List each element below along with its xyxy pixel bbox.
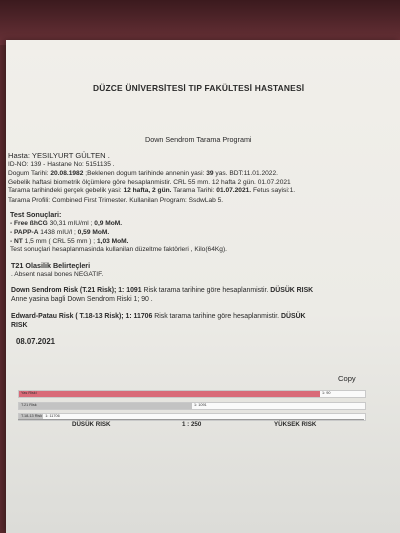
- down-risk-text: Risk tarama tarihine göre hesaplanmistir.: [141, 287, 271, 294]
- papp-a-label: - PAPP-A: [10, 229, 39, 236]
- nt-mom: 1,03 MoM.: [96, 238, 129, 245]
- down-risk-line: [11, 287, 313, 295]
- risk-bar-category: T.18-13 Risk: [21, 414, 43, 418]
- edwards-risk-text: Risk tarama tarihine göre hesaplanmistir.: [152, 313, 282, 320]
- background-fabric: [0, 0, 400, 45]
- cutoff-label: 1 : 250: [182, 421, 202, 428]
- patient-name: Hasta: YESILYURT GÜLTEN .: [8, 151, 110, 160]
- copy-label: Copy: [338, 374, 356, 383]
- gestation-line-1: Gebelik haftasi biometrik ölçümlere göre hesaplanmistir. CRL 55 mm. 12 hafta 2 gün. 01.07.2021: [8, 179, 291, 186]
- free-bhcg-value: 30,31 mIU/ml ;: [47, 220, 95, 227]
- risk-bar-t-21-risk: [18, 402, 366, 410]
- gestation-line-2: [8, 187, 295, 195]
- high-risk-label: YÜKSEK RISK: [274, 421, 317, 428]
- risk-bar-value: 1: 1091: [194, 403, 207, 407]
- papp-a-mom: 0,59 MoM.: [77, 229, 110, 236]
- chart-baseline: [18, 419, 364, 420]
- risk-bar-category: Yas Riski: [21, 391, 37, 395]
- nasal-bone-marker: . Absent nasal bones NEGATIF.: [11, 271, 104, 278]
- maternal-age-risk: Anne yasina bagli Down Sendrom Riski 1; 90 .: [11, 296, 153, 303]
- screening-date: 01.07.2021.: [216, 187, 252, 194]
- edwards-risk-result: DÜSÜK: [281, 313, 306, 320]
- risk-bar-yas-riski: [18, 390, 366, 398]
- age-rest: yas. BDT:11.01.2022.: [213, 170, 278, 177]
- ga-mid: Tarama Tarihi:: [171, 187, 217, 194]
- free-bhcg-label: - Free ßhCG: [10, 220, 48, 227]
- risk-bar-fill: [19, 403, 192, 409]
- fetus-count: Fetus sayisi:1.: [251, 187, 296, 194]
- risk-bar-fill: [19, 391, 320, 397]
- hospital-name: DÜZCE ÜNİVERSİTESİ TIP FAKÜLTESİ HASTANESİ: [93, 83, 305, 93]
- patient-id: ID-NO: 139 - Hastane No: 5151135 .: [8, 161, 115, 168]
- birth-date-line: [8, 170, 278, 178]
- t21-heading: T21 Olasilik Belirteçleri: [11, 261, 91, 270]
- ga-weeks: 12 hafta, 2 gün.: [123, 187, 172, 194]
- free-bhcg-mom: 0,9 MoM.: [94, 220, 123, 227]
- edwards-risk-line: [11, 313, 306, 321]
- correction-factors: Test sonuçlari hesaplanmasinda kullanilan düzeltme faktörleri , Kilo(64Kg).: [10, 246, 227, 253]
- dob-rest: ;Beklenen dogum tarihinde annenin yasi:: [83, 170, 207, 177]
- papp-a-value: 1438 mIU/l ;: [38, 229, 78, 236]
- risk-bar-value: 1: 90: [322, 391, 331, 395]
- report-page: [6, 40, 400, 533]
- edwards-risk-label: Edward-Patau Risk ( T.18-13 Risk); 1: 11706: [11, 313, 153, 320]
- down-risk-result: DÜSÜK RISK: [270, 287, 314, 294]
- dob-value: 20.08.1982: [50, 170, 84, 177]
- ga-pre: Tarama tarihindeki gerçek gebelik yasi:: [8, 187, 124, 194]
- report-date: 08.07.2021: [16, 337, 56, 346]
- screening-profile: Tarama Profili: Combined First Trimester. Kullanilan Program: SsdwLab 5.: [8, 197, 224, 204]
- risk-bar-value: 1: 11706: [45, 414, 60, 418]
- nt-label: - NT: [10, 238, 23, 245]
- program-title: Down Sendrom Tarama Programi: [145, 135, 252, 144]
- nt-value: 1,5 mm ( CRL 55 mm ) ;: [22, 238, 97, 245]
- down-risk-label: Down Sendrom Risk (T.21 Risk); 1: 1091: [11, 287, 142, 294]
- test-free-bhcg: [10, 220, 122, 228]
- low-risk-label: DÜSÜK RISK: [72, 421, 111, 428]
- test-papp-a: [10, 229, 109, 237]
- risk-bar-category: T.21 Risk: [21, 403, 37, 407]
- test-nt: [10, 238, 128, 246]
- dob-label: Dogum Tarihi:: [8, 170, 51, 177]
- edwards-risk-result-wrap: RISK: [11, 322, 28, 329]
- tests-heading: Test Sonuçlari:: [10, 210, 62, 219]
- maternal-age: 39: [206, 170, 214, 177]
